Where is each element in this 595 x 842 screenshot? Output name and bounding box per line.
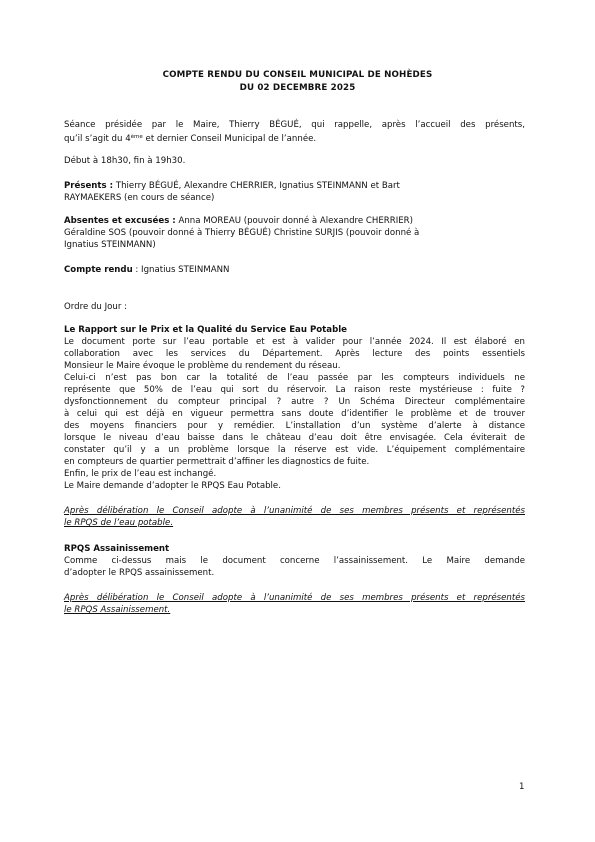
- section1-line: lorsque le niveau d’eau baisse dans le château d’eau doit être envisagée. Cela éviterait de: [64, 433, 525, 443]
- report-value: : Ignatius STEINMANN: [132, 265, 230, 275]
- section1-line: dysfonctionnement du compteur principal ? autre ? Un Schéma Directeur complémentaire: [64, 397, 525, 407]
- section2-line2: d’adopter le RPQS assainissement.: [64, 568, 215, 578]
- page-title-line2: DU 02 DECEMBRE 2025: [239, 83, 356, 93]
- section1-line: constater qu’il y a un problème lorsque la réserve est vide. L’équipement complémentaire: [64, 445, 525, 455]
- section1-line: Le document porte sur l’eau portable et est à valider pour l’année 2024. Il est élaboré en: [64, 337, 525, 347]
- section1-decision-line2: le RPQS de l’eau potable.: [64, 518, 174, 528]
- presents-line2: RAYMAEKERS (en cours de séance): [64, 193, 215, 203]
- intro-line2: [64, 132, 316, 145]
- section1-heading: Le Rapport sur le Prix et la Qualité du Service Eau Potable: [64, 325, 348, 335]
- meeting-time: Début à 18h30, fin à 19h30.: [64, 156, 186, 166]
- section1-line: Le Maire demande d’adopter le RPQS Eau Potable.: [64, 481, 281, 491]
- absent-line2: Géraldine SOS (pouvoir donné à Thierry BÉGUÉ) Christine SURJIS (pouvoir donné à: [64, 228, 420, 238]
- intro-line2-b: et dernier Conseil Municipal de l’année.: [142, 134, 317, 144]
- absent-line1: [64, 216, 413, 227]
- presents-label: Présents :: [64, 181, 114, 191]
- presents-names: Thierry BÉGUÉ, Alexandre CHERRIER, Ignatius STEINMANN et Bart: [113, 181, 400, 191]
- absent-names: Anna MOREAU (pouvoir donné à Alexandre CHERRIER): [175, 216, 414, 226]
- section1-line: Monsieur le Maire évoque le problème du rendement du réseau.: [64, 361, 341, 371]
- page-title-line1: COMPTE RENDU DU CONSEIL MUNICIPAL DE NOHÈDES: [162, 70, 433, 80]
- section1-line: en compteurs de quartier permettrait d’affiner les diagnostics de fuite.: [64, 457, 370, 467]
- section1-line: à celui qui est déjà en vigueur permettra sans doute d’identifier le problème et de trouver: [64, 409, 525, 419]
- absent-line3: Ignatius STEINMANN): [64, 240, 156, 250]
- report-label: Compte rendu: [64, 265, 133, 275]
- report-line: [64, 265, 229, 276]
- absent-label: Absentes et excusées :: [64, 216, 176, 226]
- section1-line: des moyens financiers pour y remédier. L’installation d’un système d’alerte à distance: [64, 421, 525, 431]
- section2-heading: RPQS Assainissement: [64, 544, 170, 554]
- section2-line1: Comme ci-dessus mais le document concerne l’assainissement. Le Maire demande: [64, 556, 525, 566]
- page-number: 1: [519, 782, 525, 792]
- agenda-label: Ordre du Jour :: [64, 302, 127, 312]
- section1-decision-line1: Après délibération le Conseil adopte à l’unanimité de ses membres présents et représentés: [64, 506, 525, 516]
- section1-line: collaboration avec les services du Département. Après lecture des points essentiels: [64, 349, 525, 359]
- ordinal-suffix: ème: [130, 134, 143, 140]
- section2-decision-line2: le RPQS Assainissement.: [64, 605, 171, 615]
- intro-line1: Séance présidée par le Maire, Thierry BÉGUÉ, qui rappelle, après l’accueil des présents,: [64, 120, 525, 130]
- section2-decision-line1: Après délibération le Conseil adopte à l’unanimité de ses membres présents et représentés: [64, 593, 525, 603]
- section1-line: Celui-ci n’est pas bon car la totalité de l’eau passée par les compteurs individuels ne: [64, 373, 525, 383]
- section1-line: Enfin, le prix de l’eau est inchangé.: [64, 469, 217, 479]
- intro-line2-a: qu’il s’agit du 4: [64, 134, 131, 144]
- presents-line1: [64, 181, 400, 192]
- section1-line: représente que 50% de l’eau qui sort du réservoir. La raison reste mystérieuse : fuite ?: [64, 385, 525, 395]
